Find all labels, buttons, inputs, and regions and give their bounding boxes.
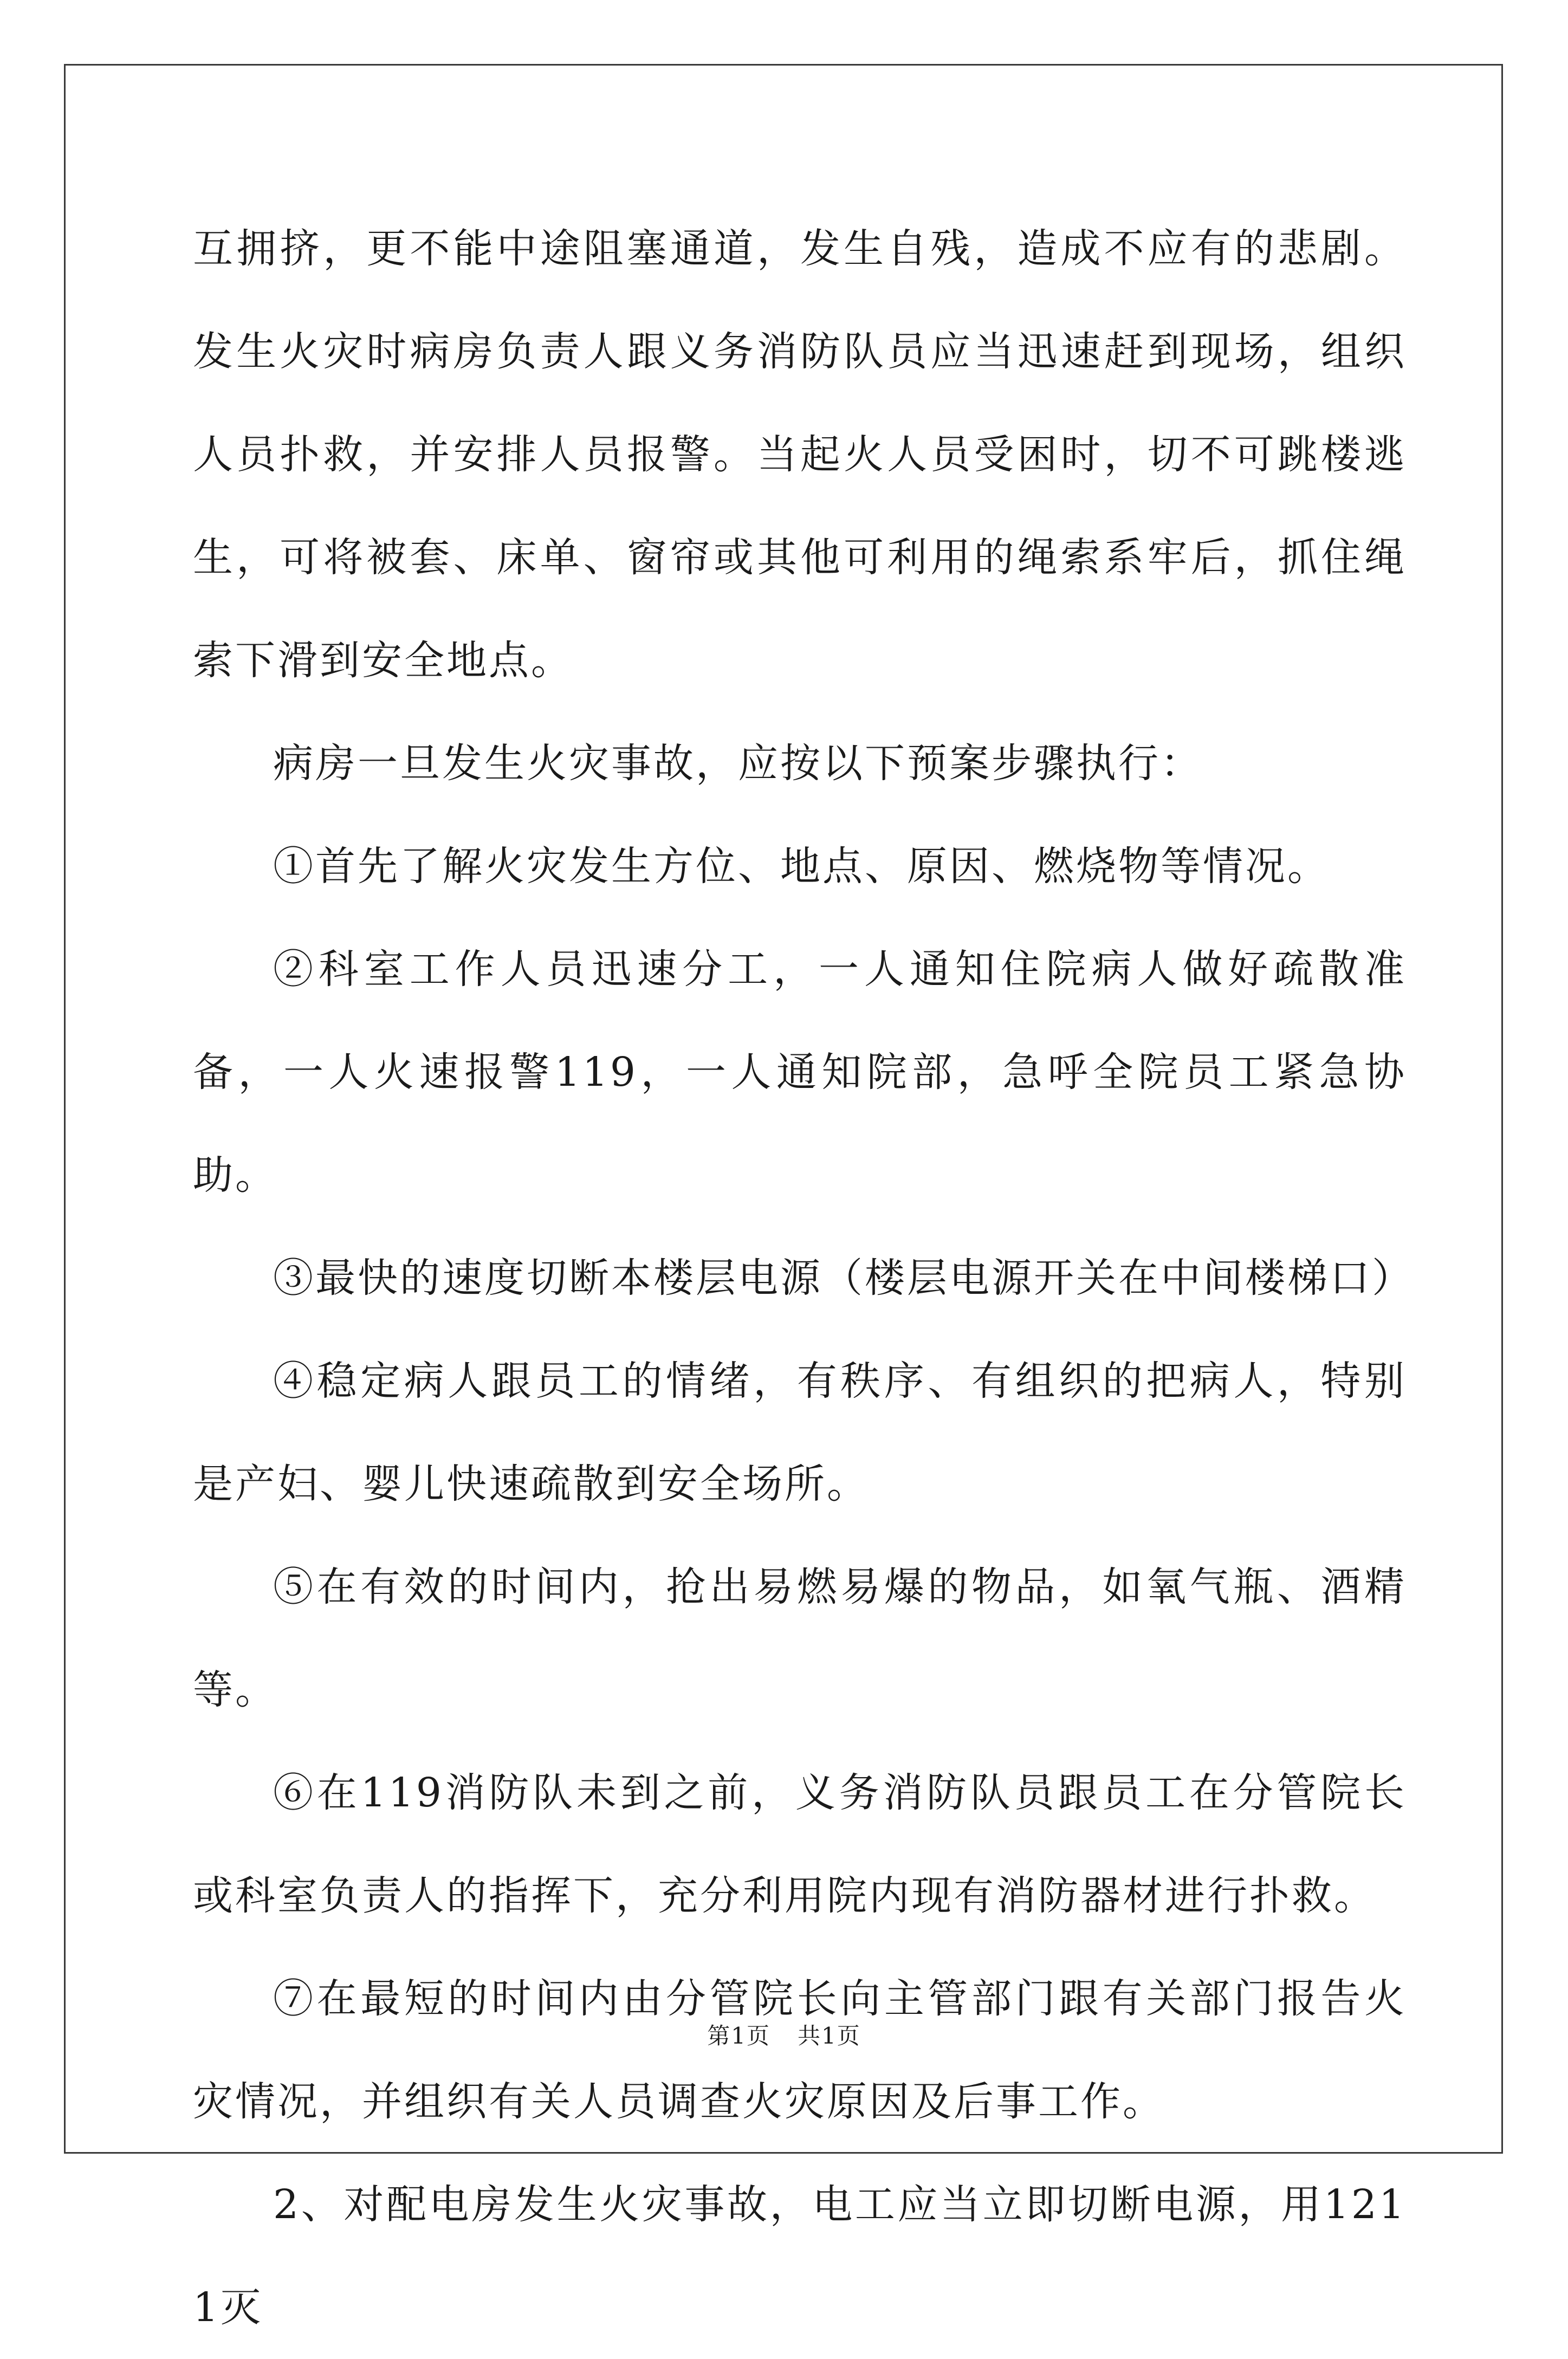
paragraph-6: ④稳定病人跟员工的情绪，有秩序、有组织的把病人，特别是产妇、婴儿快速疏散到安全场所。 — [193, 1358, 1407, 1507]
page-footer — [0, 2020, 1568, 2052]
paragraph-7: ⑤在有效的时间内，抢出易燃易爆的物品，如氧气瓶、酒精等。 — [193, 1564, 1407, 1713]
page-number-current: 第1页 — [707, 2023, 770, 2049]
paragraph-5: ③最快的速度切断本楼层电源（楼层电源开关在中间楼梯口） — [273, 1255, 1414, 1301]
paragraph-10: 2、对配电房发生火灾事故，电工应当立即切断电源，用1211灭 — [193, 2181, 1407, 2331]
paragraph-1: 互拥挤，更不能中途阻塞通道，发生自残，造成不应有的悲剧。发生火灾时病房负责人跟义务消防队员应当迅速赶到现场，组织人员扑救，并安排人员报警。当起火人员受困时，切不可跳楼逃生，可将被套、床单、窗帘或其他可利用的绳索系牢后，抓住绳索下滑到安全地点。 — [193, 225, 1407, 684]
paragraph-2: 病房一旦发生火灾事故，应按以下预案步骤执行： — [273, 740, 1203, 787]
paragraph-4: ②科室工作人员迅速分工，一人通知住院病人做好疏散准备，一人火速报警119，一人通知院部，急呼全院员工紧急协助。 — [193, 946, 1407, 1198]
paragraph-9: ⑦在最短的时间内由分管院长向主管部门跟有关部门报告火灾情况，并组织有关人员调查火灾原因及后事工作。 — [193, 1975, 1407, 2125]
paragraph-3: ①首先了解火灾发生方位、地点、原因、燃烧物等情况。 — [273, 843, 1330, 890]
paragraph-8: ⑥在119消防队未到之前，义务消防队员跟员工在分管院长或科室负责人的指挥下，充分利用院内现有消防器材进行扑救。 — [193, 1770, 1407, 1919]
page-number-total: 共1页 — [798, 2023, 861, 2049]
